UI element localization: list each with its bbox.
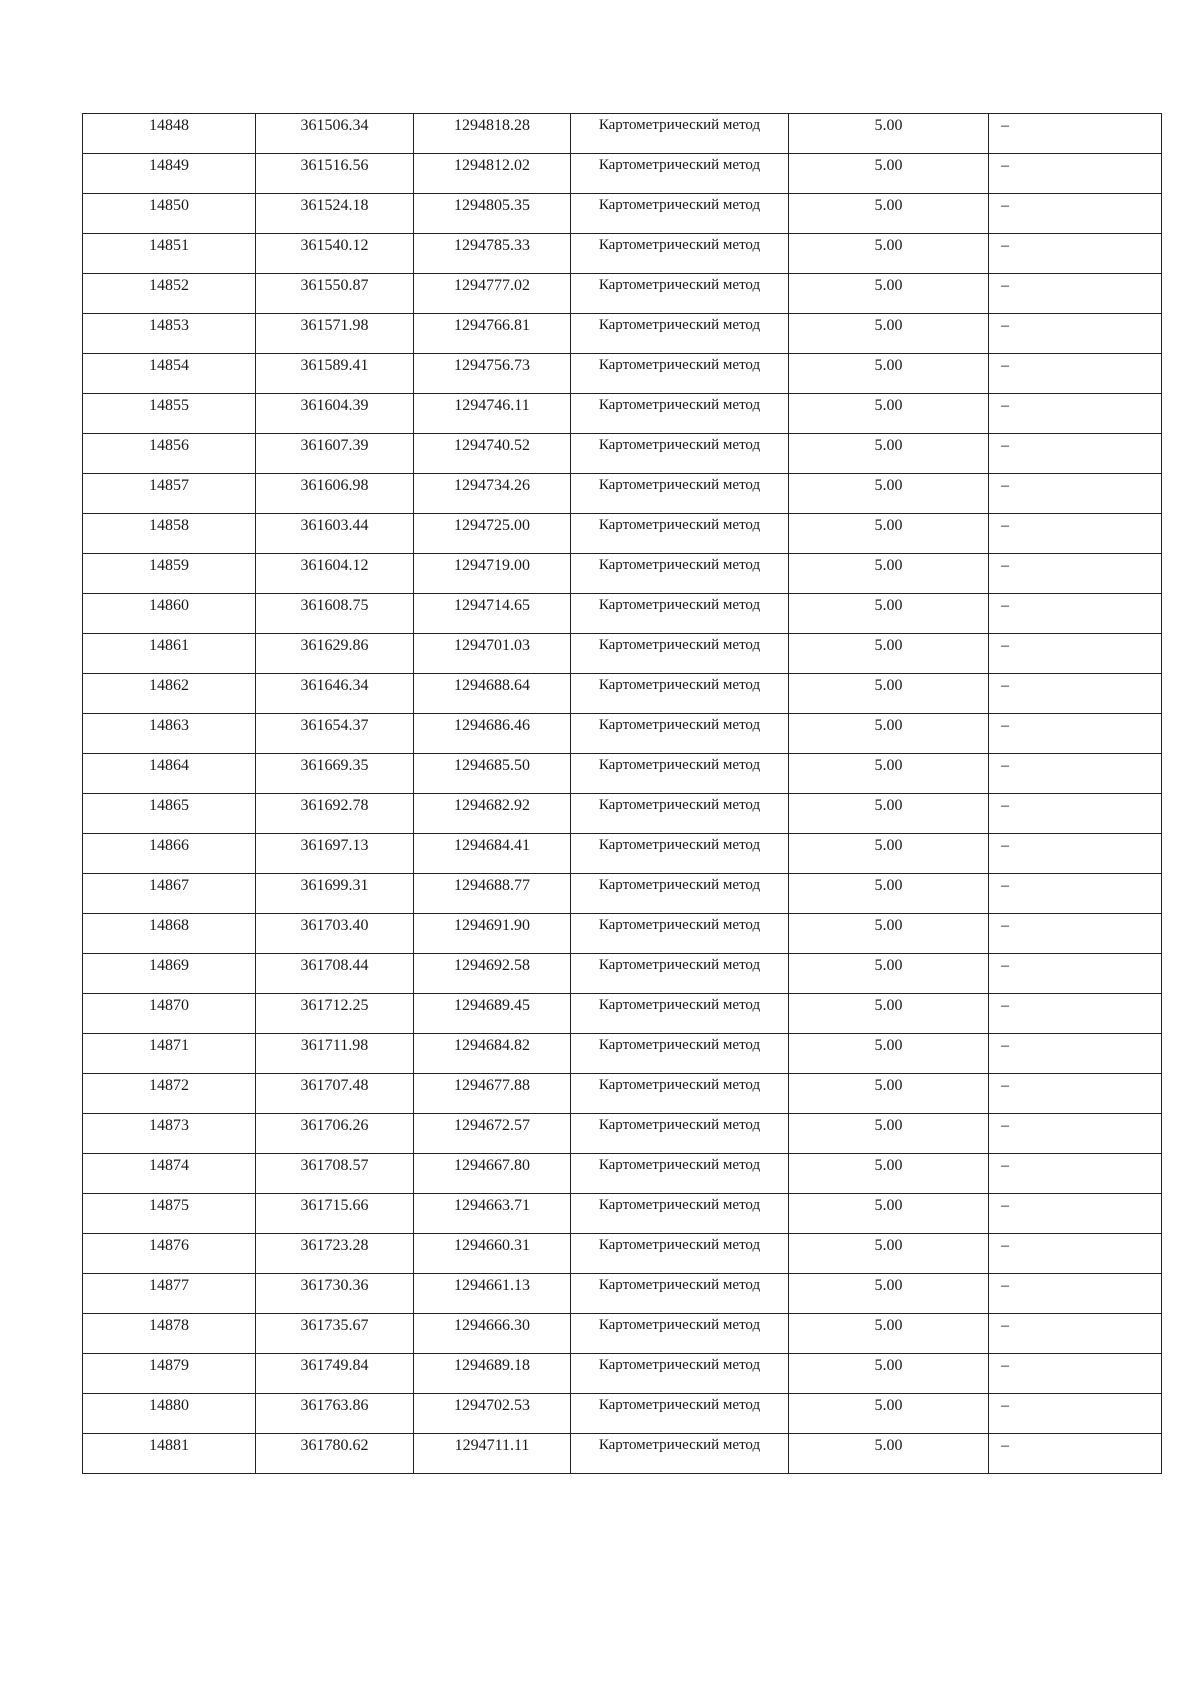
table-row xyxy=(83,394,1162,434)
accuracy-cell: 5.00 xyxy=(789,754,989,794)
note-cell: – xyxy=(989,514,1162,554)
method-cell: Картометрический метод xyxy=(571,1034,789,1074)
x-coordinate-cell: 361608.75 xyxy=(256,594,414,634)
y-coordinate-cell: 1294725.00 xyxy=(414,514,571,554)
accuracy-cell: 5.00 xyxy=(789,834,989,874)
method-cell: Картометрический метод xyxy=(571,1114,789,1154)
x-coordinate-cell: 361735.67 xyxy=(256,1314,414,1354)
y-coordinate-cell: 1294740.52 xyxy=(414,434,571,474)
accuracy-cell: 5.00 xyxy=(789,554,989,594)
y-coordinate-cell: 1294691.90 xyxy=(414,914,571,954)
table-row xyxy=(83,434,1162,474)
table-row xyxy=(83,1234,1162,1274)
method-cell: Картометрический метод xyxy=(571,794,789,834)
point-number-cell: 14877 xyxy=(83,1274,256,1314)
x-coordinate-cell: 361708.44 xyxy=(256,954,414,994)
x-coordinate-cell: 361606.98 xyxy=(256,474,414,514)
point-number-cell: 14861 xyxy=(83,634,256,674)
point-number-cell: 14859 xyxy=(83,554,256,594)
x-coordinate-cell: 361708.57 xyxy=(256,1154,414,1194)
table-row xyxy=(83,554,1162,594)
table-row xyxy=(83,514,1162,554)
x-coordinate-cell: 361692.78 xyxy=(256,794,414,834)
point-number-cell: 14863 xyxy=(83,714,256,754)
point-number-cell: 14853 xyxy=(83,314,256,354)
table-row xyxy=(83,1394,1162,1434)
y-coordinate-cell: 1294766.81 xyxy=(414,314,571,354)
note-cell: – xyxy=(989,1074,1162,1114)
accuracy-cell: 5.00 xyxy=(789,114,989,154)
method-cell: Картометрический метод xyxy=(571,394,789,434)
table-row xyxy=(83,794,1162,834)
point-number-cell: 14849 xyxy=(83,154,256,194)
y-coordinate-cell: 1294818.28 xyxy=(414,114,571,154)
y-coordinate-cell: 1294677.88 xyxy=(414,1074,571,1114)
x-coordinate-cell: 361749.84 xyxy=(256,1354,414,1394)
accuracy-cell: 5.00 xyxy=(789,714,989,754)
x-coordinate-cell: 361540.12 xyxy=(256,234,414,274)
point-number-cell: 14881 xyxy=(83,1434,256,1474)
accuracy-cell: 5.00 xyxy=(789,874,989,914)
table-row xyxy=(83,314,1162,354)
y-coordinate-cell: 1294805.35 xyxy=(414,194,571,234)
y-coordinate-cell: 1294692.58 xyxy=(414,954,571,994)
y-coordinate-cell: 1294663.71 xyxy=(414,1194,571,1234)
note-cell: – xyxy=(989,314,1162,354)
accuracy-cell: 5.00 xyxy=(789,474,989,514)
note-cell: – xyxy=(989,194,1162,234)
table-row xyxy=(83,1114,1162,1154)
method-cell: Картометрический метод xyxy=(571,1194,789,1234)
note-cell: – xyxy=(989,834,1162,874)
note-cell: – xyxy=(989,1194,1162,1234)
accuracy-cell: 5.00 xyxy=(789,314,989,354)
method-cell: Картометрический метод xyxy=(571,234,789,274)
table-row xyxy=(83,1274,1162,1314)
note-cell: – xyxy=(989,1234,1162,1274)
x-coordinate-cell: 361603.44 xyxy=(256,514,414,554)
table-row xyxy=(83,754,1162,794)
y-coordinate-cell: 1294719.00 xyxy=(414,554,571,594)
y-coordinate-cell: 1294684.41 xyxy=(414,834,571,874)
note-cell: – xyxy=(989,674,1162,714)
point-number-cell: 14864 xyxy=(83,754,256,794)
y-coordinate-cell: 1294756.73 xyxy=(414,354,571,394)
x-coordinate-cell: 361516.56 xyxy=(256,154,414,194)
method-cell: Картометрический метод xyxy=(571,1314,789,1354)
note-cell: – xyxy=(989,394,1162,434)
y-coordinate-cell: 1294688.64 xyxy=(414,674,571,714)
method-cell: Картометрический метод xyxy=(571,194,789,234)
x-coordinate-cell: 361707.48 xyxy=(256,1074,414,1114)
note-cell: – xyxy=(989,794,1162,834)
x-coordinate-cell: 361506.34 xyxy=(256,114,414,154)
point-number-cell: 14876 xyxy=(83,1234,256,1274)
accuracy-cell: 5.00 xyxy=(789,794,989,834)
note-cell: – xyxy=(989,954,1162,994)
note-cell: – xyxy=(989,1114,1162,1154)
method-cell: Картометрический метод xyxy=(571,474,789,514)
method-cell: Картометрический метод xyxy=(571,514,789,554)
method-cell: Картометрический метод xyxy=(571,714,789,754)
table-row xyxy=(83,1434,1162,1474)
accuracy-cell: 5.00 xyxy=(789,1194,989,1234)
point-number-cell: 14868 xyxy=(83,914,256,954)
note-cell: – xyxy=(989,994,1162,1034)
y-coordinate-cell: 1294661.13 xyxy=(414,1274,571,1314)
method-cell: Картометрический метод xyxy=(571,554,789,594)
note-cell: – xyxy=(989,1034,1162,1074)
y-coordinate-cell: 1294685.50 xyxy=(414,754,571,794)
coordinates-table-body xyxy=(83,114,1162,1474)
method-cell: Картометрический метод xyxy=(571,434,789,474)
note-cell: – xyxy=(989,434,1162,474)
table-row xyxy=(83,274,1162,314)
accuracy-cell: 5.00 xyxy=(789,1274,989,1314)
y-coordinate-cell: 1294812.02 xyxy=(414,154,571,194)
y-coordinate-cell: 1294777.02 xyxy=(414,274,571,314)
table-row xyxy=(83,874,1162,914)
note-cell: – xyxy=(989,1354,1162,1394)
y-coordinate-cell: 1294660.31 xyxy=(414,1234,571,1274)
method-cell: Картометрический метод xyxy=(571,1154,789,1194)
point-number-cell: 14854 xyxy=(83,354,256,394)
method-cell: Картометрический метод xyxy=(571,1274,789,1314)
x-coordinate-cell: 361699.31 xyxy=(256,874,414,914)
note-cell: – xyxy=(989,1274,1162,1314)
note-cell: – xyxy=(989,1154,1162,1194)
note-cell: – xyxy=(989,154,1162,194)
table-row xyxy=(83,634,1162,674)
note-cell: – xyxy=(989,1394,1162,1434)
y-coordinate-cell: 1294702.53 xyxy=(414,1394,571,1434)
method-cell: Картометрический метод xyxy=(571,114,789,154)
y-coordinate-cell: 1294688.77 xyxy=(414,874,571,914)
point-number-cell: 14874 xyxy=(83,1154,256,1194)
accuracy-cell: 5.00 xyxy=(789,954,989,994)
accuracy-cell: 5.00 xyxy=(789,274,989,314)
x-coordinate-cell: 361706.26 xyxy=(256,1114,414,1154)
point-number-cell: 14865 xyxy=(83,794,256,834)
method-cell: Картометрический метод xyxy=(571,914,789,954)
x-coordinate-cell: 361646.34 xyxy=(256,674,414,714)
table-row xyxy=(83,1034,1162,1074)
y-coordinate-cell: 1294672.57 xyxy=(414,1114,571,1154)
point-number-cell: 14875 xyxy=(83,1194,256,1234)
note-cell: – xyxy=(989,874,1162,914)
accuracy-cell: 5.00 xyxy=(789,674,989,714)
table-row xyxy=(83,1194,1162,1234)
table-row xyxy=(83,1354,1162,1394)
method-cell: Картометрический метод xyxy=(571,634,789,674)
note-cell: – xyxy=(989,474,1162,514)
y-coordinate-cell: 1294746.11 xyxy=(414,394,571,434)
point-number-cell: 14873 xyxy=(83,1114,256,1154)
x-coordinate-cell: 361604.12 xyxy=(256,554,414,594)
point-number-cell: 14867 xyxy=(83,874,256,914)
y-coordinate-cell: 1294666.30 xyxy=(414,1314,571,1354)
point-number-cell: 14880 xyxy=(83,1394,256,1434)
x-coordinate-cell: 361629.86 xyxy=(256,634,414,674)
point-number-cell: 14862 xyxy=(83,674,256,714)
note-cell: – xyxy=(989,634,1162,674)
accuracy-cell: 5.00 xyxy=(789,154,989,194)
table-row xyxy=(83,194,1162,234)
note-cell: – xyxy=(989,234,1162,274)
y-coordinate-cell: 1294684.82 xyxy=(414,1034,571,1074)
table-row xyxy=(83,954,1162,994)
point-number-cell: 14872 xyxy=(83,1074,256,1114)
point-number-cell: 14860 xyxy=(83,594,256,634)
table-row xyxy=(83,1074,1162,1114)
accuracy-cell: 5.00 xyxy=(789,994,989,1034)
accuracy-cell: 5.00 xyxy=(789,1034,989,1074)
note-cell: – xyxy=(989,1314,1162,1354)
accuracy-cell: 5.00 xyxy=(789,594,989,634)
x-coordinate-cell: 361712.25 xyxy=(256,994,414,1034)
method-cell: Картометрический метод xyxy=(571,314,789,354)
table-row xyxy=(83,674,1162,714)
point-number-cell: 14852 xyxy=(83,274,256,314)
y-coordinate-cell: 1294714.65 xyxy=(414,594,571,634)
accuracy-cell: 5.00 xyxy=(789,634,989,674)
note-cell: – xyxy=(989,274,1162,314)
accuracy-cell: 5.00 xyxy=(789,514,989,554)
table-row xyxy=(83,234,1162,274)
x-coordinate-cell: 361697.13 xyxy=(256,834,414,874)
x-coordinate-cell: 361723.28 xyxy=(256,1234,414,1274)
x-coordinate-cell: 361550.87 xyxy=(256,274,414,314)
coordinates-table xyxy=(82,113,1162,1474)
table-row xyxy=(83,474,1162,514)
method-cell: Картометрический метод xyxy=(571,754,789,794)
accuracy-cell: 5.00 xyxy=(789,434,989,474)
method-cell: Картометрический метод xyxy=(571,1234,789,1274)
method-cell: Картометрический метод xyxy=(571,1434,789,1474)
method-cell: Картометрический метод xyxy=(571,1394,789,1434)
x-coordinate-cell: 361604.39 xyxy=(256,394,414,434)
accuracy-cell: 5.00 xyxy=(789,394,989,434)
method-cell: Картометрический метод xyxy=(571,874,789,914)
accuracy-cell: 5.00 xyxy=(789,234,989,274)
accuracy-cell: 5.00 xyxy=(789,1314,989,1354)
method-cell: Картометрический метод xyxy=(571,594,789,634)
table-row xyxy=(83,114,1162,154)
x-coordinate-cell: 361711.98 xyxy=(256,1034,414,1074)
x-coordinate-cell: 361589.41 xyxy=(256,354,414,394)
note-cell: – xyxy=(989,1434,1162,1474)
point-number-cell: 14850 xyxy=(83,194,256,234)
y-coordinate-cell: 1294682.92 xyxy=(414,794,571,834)
note-cell: – xyxy=(989,914,1162,954)
x-coordinate-cell: 361730.36 xyxy=(256,1274,414,1314)
x-coordinate-cell: 361571.98 xyxy=(256,314,414,354)
y-coordinate-cell: 1294686.46 xyxy=(414,714,571,754)
accuracy-cell: 5.00 xyxy=(789,1434,989,1474)
point-number-cell: 14856 xyxy=(83,434,256,474)
y-coordinate-cell: 1294689.45 xyxy=(414,994,571,1034)
y-coordinate-cell: 1294701.03 xyxy=(414,634,571,674)
accuracy-cell: 5.00 xyxy=(789,1394,989,1434)
method-cell: Картометрический метод xyxy=(571,954,789,994)
point-number-cell: 14858 xyxy=(83,514,256,554)
point-number-cell: 14848 xyxy=(83,114,256,154)
x-coordinate-cell: 361715.66 xyxy=(256,1194,414,1234)
note-cell: – xyxy=(989,354,1162,394)
accuracy-cell: 5.00 xyxy=(789,1234,989,1274)
table-row xyxy=(83,1314,1162,1354)
table-row xyxy=(83,714,1162,754)
note-cell: – xyxy=(989,114,1162,154)
method-cell: Картометрический метод xyxy=(571,994,789,1034)
table-row xyxy=(83,994,1162,1034)
x-coordinate-cell: 361524.18 xyxy=(256,194,414,234)
table-row xyxy=(83,1154,1162,1194)
point-number-cell: 14871 xyxy=(83,1034,256,1074)
accuracy-cell: 5.00 xyxy=(789,914,989,954)
point-number-cell: 14870 xyxy=(83,994,256,1034)
note-cell: – xyxy=(989,714,1162,754)
accuracy-cell: 5.00 xyxy=(789,1074,989,1114)
point-number-cell: 14851 xyxy=(83,234,256,274)
table-row xyxy=(83,914,1162,954)
point-number-cell: 14878 xyxy=(83,1314,256,1354)
method-cell: Картометрический метод xyxy=(571,674,789,714)
x-coordinate-cell: 361780.62 xyxy=(256,1434,414,1474)
accuracy-cell: 5.00 xyxy=(789,354,989,394)
point-number-cell: 14879 xyxy=(83,1354,256,1394)
method-cell: Картометрический метод xyxy=(571,834,789,874)
method-cell: Картометрический метод xyxy=(571,1354,789,1394)
y-coordinate-cell: 1294711.11 xyxy=(414,1434,571,1474)
accuracy-cell: 5.00 xyxy=(789,1354,989,1394)
note-cell: – xyxy=(989,554,1162,594)
table-row xyxy=(83,594,1162,634)
table-row xyxy=(83,154,1162,194)
y-coordinate-cell: 1294785.33 xyxy=(414,234,571,274)
y-coordinate-cell: 1294689.18 xyxy=(414,1354,571,1394)
point-number-cell: 14855 xyxy=(83,394,256,434)
note-cell: – xyxy=(989,754,1162,794)
method-cell: Картометрический метод xyxy=(571,154,789,194)
accuracy-cell: 5.00 xyxy=(789,1154,989,1194)
accuracy-cell: 5.00 xyxy=(789,194,989,234)
method-cell: Картометрический метод xyxy=(571,1074,789,1114)
method-cell: Картометрический метод xyxy=(571,354,789,394)
point-number-cell: 14866 xyxy=(83,834,256,874)
table-row xyxy=(83,354,1162,394)
x-coordinate-cell: 361607.39 xyxy=(256,434,414,474)
table-row xyxy=(83,834,1162,874)
point-number-cell: 14869 xyxy=(83,954,256,994)
y-coordinate-cell: 1294734.26 xyxy=(414,474,571,514)
note-cell: – xyxy=(989,594,1162,634)
x-coordinate-cell: 361763.86 xyxy=(256,1394,414,1434)
method-cell: Картометрический метод xyxy=(571,274,789,314)
x-coordinate-cell: 361654.37 xyxy=(256,714,414,754)
accuracy-cell: 5.00 xyxy=(789,1114,989,1154)
x-coordinate-cell: 361703.40 xyxy=(256,914,414,954)
x-coordinate-cell: 361669.35 xyxy=(256,754,414,794)
point-number-cell: 14857 xyxy=(83,474,256,514)
y-coordinate-cell: 1294667.80 xyxy=(414,1154,571,1194)
